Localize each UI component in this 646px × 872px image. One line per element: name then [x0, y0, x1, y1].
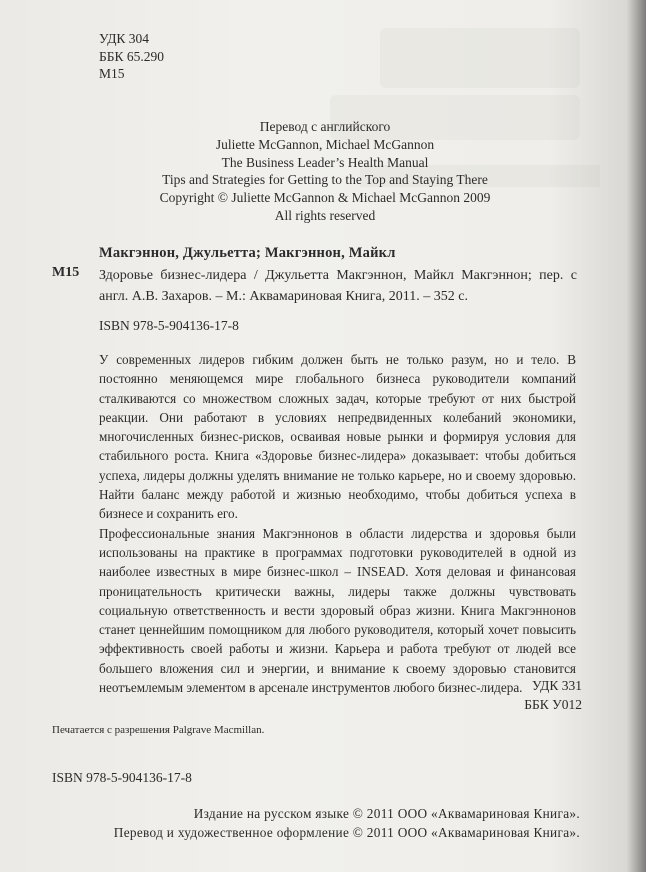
- bbk-code: ББК 65.290: [99, 48, 165, 64]
- book-annotation: [99, 350, 576, 697]
- classification-block: [524, 676, 582, 714]
- bibliographic-author-mark: М15: [52, 265, 80, 280]
- show-through-shadow: [380, 28, 580, 88]
- original-edition-block: [90, 118, 560, 225]
- original-title: The Business Leader’s Health Manual: [221, 154, 429, 170]
- publication-line-2: Перевод и художественное оформление © 2011 ООО «Аквамариновая Книга».: [113, 825, 580, 840]
- copyright-line: Copyright © Juliette McGannon & Michael McGannon 2009: [159, 190, 491, 206]
- isbn-bottom: ISBN 978-5-904136-17-8: [52, 770, 192, 785]
- rights-line: All rights reserved: [274, 207, 376, 223]
- publication-rights: [114, 804, 580, 842]
- annotation-paragraph-1: У современных лидеров гибким должен быть не только разум, но и тело. В постоянно меняющемся мире глобального бизнеса руководители компаний сталкиваются со множеством сложных задач, которые требуют от них быстрой реакции. Они работают в условиях непредвиденных колебаний экономики, многочисленных бизнес-рисков, осваивая новые рынки и формируя условия для стабильного роста. Книга «Здоровье бизнес-лидера» доказывает: чтобы добиться успеха, лидеры должны уделять внимание не только карьере, но и своему здоровью. Найти баланс между работой и жизнью необходимо, чтобы добиться успеха в бизнесе и сохранить его.: [99, 352, 576, 522]
- catalog-codes: [99, 30, 164, 83]
- isbn-line: ISBN 978-5-904136-17-8: [99, 318, 239, 333]
- bbk-code-right: ББК У012: [524, 697, 582, 712]
- bibliographic-entry: Здоровье бизнес-лидера / Джульетта Макгэннон, Майкл Макгэннон; пер. с англ. А.В. Захаров. – М.: Аквамариновая Книга, 2011. – 352 с.: [99, 268, 577, 304]
- publication-line-1: Издание на русском языке © 2011 ООО «Аквамариновая Книга».: [193, 806, 580, 821]
- bibliographic-authors: Макгэннон, Джульетта; Макгэннон, Майкл: [99, 245, 396, 261]
- annotation-paragraph-2: Профессиональные знания Макгэннонов в области лидерства и здоровья были использованы на практике в программах подготовки руководителей в одной из наиболее известных в мире бизнес-школ – INSEAD. Хотя деловая и финансовая проницательность критически важны, лидеры также должны чувствовать социальную ответственность и вести здоровый образ жизни. Книга Макгэннонов станет ценнейшим помощником для любого руководителя, который хочет повысить эффективность своей работы и жизни. Карьера и работа требуют от людей все большего вложения сил и энергии, и внимание к своему здоровью становится неотъемлемым элементом в арсенале инструментов любого бизнес-лидера.: [99, 525, 576, 696]
- original-subtitle: Tips and Strategies for Getting to the Top and Staying There: [162, 172, 488, 188]
- original-authors: Juliette McGannon, Michael McGannon: [215, 136, 435, 152]
- udk-code: УДК 304: [99, 31, 150, 46]
- translation-note: Перевод с английского: [259, 119, 391, 134]
- permission-note: Печатается с разрешения Palgrave Macmillan.: [52, 724, 265, 736]
- author-mark: М15: [99, 66, 125, 81]
- udk-code-right: УДК 331: [531, 678, 582, 693]
